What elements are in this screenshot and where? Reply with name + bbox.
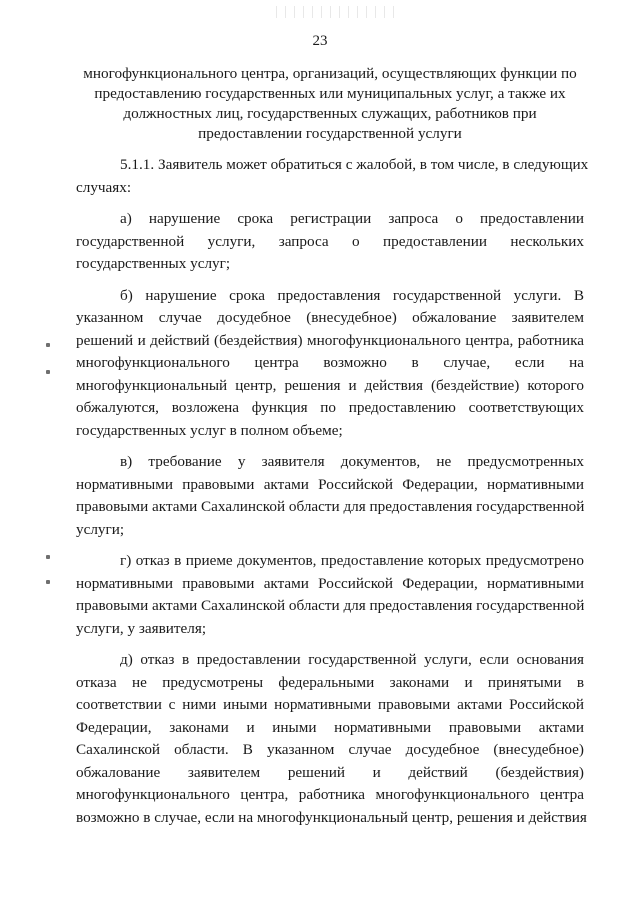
heading-line: должностных лиц, государственных служащих, работников при <box>123 105 537 122</box>
paragraph <box>76 208 584 276</box>
paragraph-line: многофункциональный центр, решения и действия (бездействие) которого <box>76 376 584 394</box>
paragraph-line: услуги; <box>76 520 125 538</box>
paragraph-line: указанном случае досудебное (внесудебное) обжалование заявителем <box>76 309 584 326</box>
paragraph-line: правовыми актами Сахалинской области для предоставления государственной <box>76 498 585 515</box>
paragraph <box>76 451 584 541</box>
heading-line: предоставлении государственной услуги <box>198 125 462 142</box>
paragraph-line: нормативными правовыми актами Российской Федерации, нормативными <box>76 475 584 493</box>
margin-mark <box>46 370 50 374</box>
paragraph-line: б) нарушение срока предоставления государственной услуги. В <box>120 286 584 304</box>
scan-artifact <box>276 6 396 18</box>
margin-mark <box>46 580 50 584</box>
paragraph-line: отказа не предусмотрены федеральными законами и принятыми в <box>76 673 584 691</box>
heading-line: многофункционального центра, организаций, осуществляющих функции по <box>83 65 577 82</box>
paragraph <box>76 550 584 640</box>
paragraph-line: многофункционального центра, работника многофункционального центра <box>76 786 584 803</box>
heading-line: предоставлению государственных или муниципальных услуг, а также их <box>94 85 566 102</box>
page-number: 23 <box>312 33 328 49</box>
paragraph-line: случаях: <box>76 178 132 196</box>
paragraph-line: государственных услуг; <box>76 255 231 272</box>
paragraph-line: в) требование у заявителя документов, не предусмотренных <box>120 453 584 470</box>
paragraph <box>76 649 587 829</box>
paragraph-line: соответствии с ними иными нормативными правовыми актами Российской <box>76 696 584 713</box>
margin-mark <box>46 555 50 559</box>
paragraph <box>76 285 584 443</box>
paragraph <box>76 154 589 199</box>
paragraph-line: г) отказ в приеме документов, предоставление которых предусмотрено <box>120 552 584 569</box>
paragraph-line: обжалование заявителем решений и действий (бездействия) <box>76 763 584 781</box>
paragraph-line: д) отказ в предоставлении государственной услуги, если основания <box>120 651 584 668</box>
paragraph-line: обжалуются, возложена функция по предоставлению соответствующих <box>76 399 584 416</box>
margin-mark <box>46 343 50 347</box>
paragraph-line: решений и действий (бездействия) многофункционального центра, работника <box>76 331 584 349</box>
paragraph-line: нормативными правовыми актами Российской Федерации, нормативными <box>76 574 584 592</box>
paragraph-line: возможно в случае, если на многофункциональный центр, решения и действия <box>76 808 587 826</box>
paragraph-line: Федерации, законами и иными нормативными правовыми актами <box>76 718 584 736</box>
paragraph-line: 5.1.1. Заявитель может обратиться с жалобой, в том числе, в следующих <box>120 156 589 173</box>
paragraph-line: услуги, у заявителя; <box>76 619 207 637</box>
paragraph-line: многофункционального центра возможно в случае, если на <box>76 354 584 371</box>
paragraph-line: Сахалинской области. В указанном случае досудебное (внесудебное) <box>76 741 584 758</box>
paragraph-line: государственных услуг в полном объеме; <box>76 421 343 439</box>
document-body <box>76 154 589 838</box>
paragraph-line: а) нарушение срока регистрации запроса о предоставлении <box>120 210 584 227</box>
section-heading <box>70 64 590 144</box>
paragraph-line: государственной услуги, запроса о предоставлении нескольких <box>76 232 584 250</box>
paragraph-line: правовыми актами Сахалинской области для предоставления государственной <box>76 597 585 614</box>
